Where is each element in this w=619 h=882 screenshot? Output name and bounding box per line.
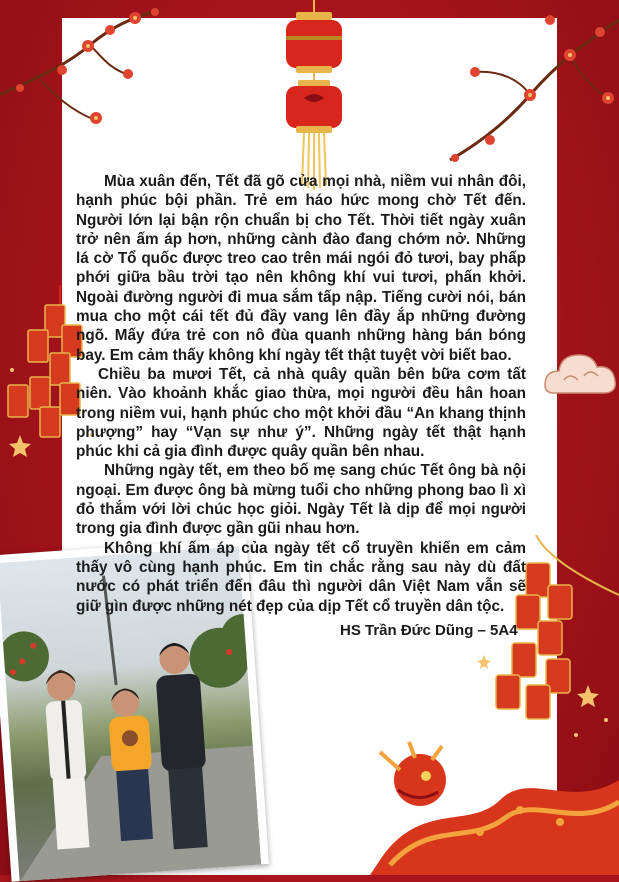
paragraph-3: Những ngày tết, em theo bố mẹ sang chúc Tết ông bà nội ngoại. Em được ông bà mừng tuổi cho những phong bao lì xì đỏ thắm với lời chúc học giỏi. Ngày Tết là dịp để mọi người trong gia đình được gần gũi nhau hơn.	[76, 462, 526, 538]
article-body	[76, 172, 526, 616]
paragraph-2: Chiều ba mươi Tết, cả nhà quây quần bên bữa cơm tất niên. Vào khoảnh khắc giao thừa, mọi người đều hân hoan trong niềm vui, hạnh phúc cho một khởi đầu “An khang thịnh phượng” hay “Vạn sự như ý”. Những ngày tết thật hạnh phúc khi cả gia đình được quây quần bên nhau.	[76, 365, 526, 461]
plum-blossom-icon	[0, 0, 170, 140]
author-signature: HS Trần Đức Dũng – 5A4	[340, 622, 518, 639]
dragon-icon	[360, 740, 619, 875]
paragraph-1: Mùa xuân đến, Tết đã gõ cửa mọi nhà, niềm vui nhân đôi, hạnh phúc bội phần. Trẻ em háo hức mong chờ Tết đến. Người lớn lại bận rộn chuẩn bị cho Tết. Thời tiết ngày xuân trở nên ấm áp hơn, những cành đào đang chớm nở. Những lá cờ Tổ quốc được treo cao trên mái ngói đỏ tươi, bay phấp phới giữa bầu trời tạo nên không khí vui tươi, phấn khởi. Ngoài đường người đi mua sắm tấp nập. Tiếng cười nói, bán mua cho một cái tết đủ đầy vang lên đầy ắp những đường ngõ. Mấy đứa trẻ con nô đùa quanh những hàng bán bóng bay. Em cảm thấy không khí ngày tết thật tuyệt vời biết bao.	[76, 173, 526, 364]
paragraph-4: Không khí ấm áp của ngày tết cổ truyền khiến em cảm thấy vô cùng hạnh phúc. Em tin chắc rằng sau này dù đất nước có phát triển đến đâu thì người dân Việt Nam vẫn sẽ giữ gìn được những nét đẹp của dịp Tết cổ truyền dân tộc.	[76, 539, 526, 615]
cloud-icon	[540, 340, 619, 400]
lantern-icon	[278, 0, 350, 190]
plum-blossom-icon	[430, 0, 619, 190]
